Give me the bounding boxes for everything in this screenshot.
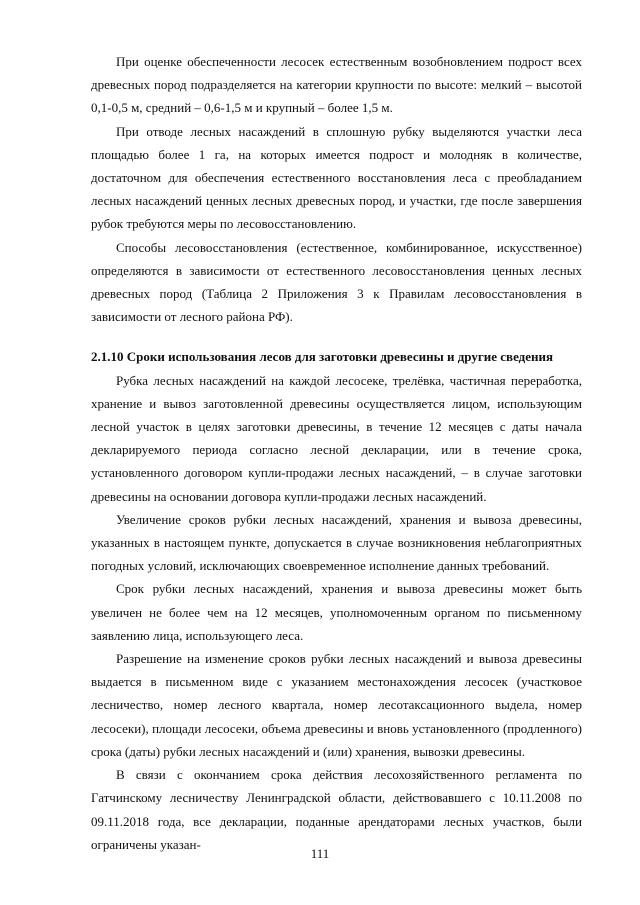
- document-body: [91, 50, 582, 856]
- paragraph-extension-limit: Срок рубки лесных насаждений, хранения и вывоза древесины может быть увеличен не более чем на 12 месяцев, уполномоченным органом по письменному заявлению лица, использующего леса.: [91, 581, 582, 643]
- page-number: 111: [310, 846, 330, 861]
- section-heading: 2.1.10 Сроки использования лесов для заготовки древесины и другие сведения: [91, 349, 554, 365]
- paragraph-regulation-expiry: В связи с окончанием срока действия лесохозяйственного регламента по Гатчинскому лесничеству Ленинградской области, действовавшего с 10.11.2008 по 09.11.2018 года, все декларации, поданные арендаторами лесных участков, были ограничены указан-: [91, 767, 582, 852]
- paragraph-reforestation-methods: Способы лесовосстановления (естественное, комбинированное, искусственное) определяются в зависимости от естественного лесовосстановления ценных лесных древесных пород (Таблица 2 Приложения 3 к Правилам лесовосстановления в зависимости от лесного района РФ).: [91, 239, 582, 325]
- paragraph-term-extension: Увеличение сроков рубки лесных насаждений, хранения и вывоза древесины, указанных в настоящем пункте, допускается в случае возникновения неблагоприятных погодных условий, исключающих своевременное исполнение данных требований.: [91, 511, 582, 574]
- paragraph-clear-cutting-allotment: При отводе лесных насаждений в сплошную рубку выделяются участки леса площадью более 1 га, на которых имеется подрост и молодняк в количестве, достаточном для обеспечения естественного восстановления леса с преобладанием лесных насаждений ценных лесных древесных пород, и участки, где после завершения рубок требуются меры по лесовосстановлению.: [91, 123, 582, 232]
- paragraph-logging-terms: Рубка лесных насаждений на каждой лесосеке, трелёвка, частичная переработка, хранение и вывоз заготовленной древесины осуществляется лицом, использующим лесной участок в целях заготовки древесины, в течение 12 месяцев с даты начала декларируемого периода согласно лесной декларации, или в течение срока, установленного договором купли-продажи лесных насаждений, – в случае заготовки древесины на основании договора купли-продажи лесных насаждений.: [91, 372, 582, 504]
- paragraph-undergrowth-categories: При оценке обеспеченности лесосек естественным возобновлением подрост всех древесных пород подразделяется на категории крупности по высоте: мелкий – высотой 0,1-0,5 м, средний – 0,6-1,5 м и крупный – более 1,5 м.: [91, 54, 582, 116]
- paragraph-permission-issuance: Разрешение на изменение сроков рубки лесных насаждений и вывоза древесины выдается в письменном виде с указанием местонахождения лесосек (участковое лесничество, номер лесного квартала, номер лесотаксационного выдела, номер лесосеки), площади лесосеки, объема древесины и вновь установленного (продленного) срока (даты) рубки лесных насаждений и (или) хранения, вывозки древесины.: [91, 651, 582, 759]
